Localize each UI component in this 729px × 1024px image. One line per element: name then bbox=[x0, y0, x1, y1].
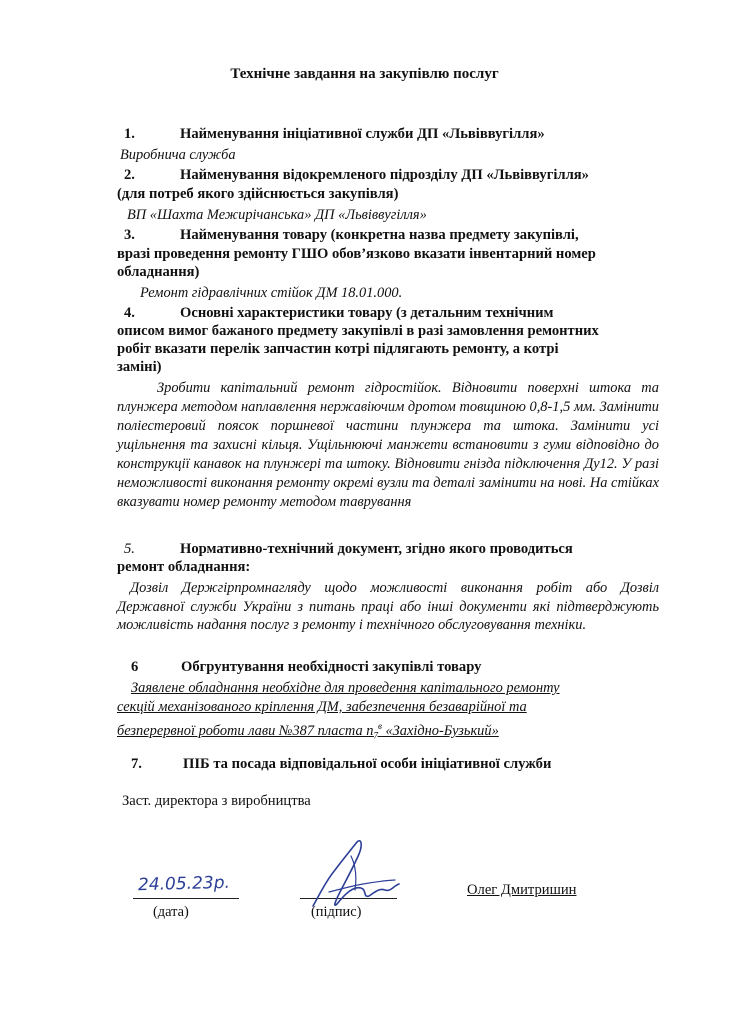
section-3-answer: Ремонт гідравлічних стійок ДМ 18.01.000. bbox=[140, 285, 403, 301]
answer-text: безперервної роботи лави №387 пласта n bbox=[117, 722, 374, 739]
section-2-heading bbox=[124, 166, 589, 184]
section-1-answer: Виробнича служба bbox=[120, 147, 236, 163]
signature-label: (підпис) bbox=[311, 904, 362, 920]
section-heading-text: Найменування товару (конкретна назва предмету закупівлі, bbox=[180, 227, 579, 243]
section-number: 5. bbox=[124, 541, 135, 557]
responsible-position: Заст. директора з виробництва bbox=[122, 793, 311, 809]
section-5-heading-cont: ремонт обладнання: bbox=[117, 559, 251, 575]
date-line bbox=[133, 898, 239, 899]
section-3-heading-cont: обладнання) bbox=[117, 264, 200, 280]
section-number: 6 bbox=[131, 659, 139, 675]
section-number: 3. bbox=[124, 227, 135, 243]
answer-text: «Західно-Бузький» bbox=[381, 722, 499, 739]
date-label: (дата) bbox=[153, 904, 189, 920]
section-4-heading bbox=[124, 304, 553, 322]
section-heading-text: Обгрунтування необхідності закупівлі товару bbox=[181, 659, 482, 675]
section-4-heading-cont: описом вимог бажаного предмету закупівлі в разі замовлення ремонтних bbox=[117, 323, 599, 339]
section-number: 1. bbox=[124, 126, 135, 142]
seam-superscript: в bbox=[377, 721, 382, 731]
section-6-heading bbox=[131, 658, 481, 676]
section-1-heading bbox=[124, 125, 545, 143]
seam-subscript: 7 bbox=[373, 730, 378, 741]
section-5-heading bbox=[124, 540, 573, 558]
signature-image bbox=[305, 834, 405, 912]
section-6-answer-line bbox=[117, 717, 499, 745]
section-7-heading bbox=[131, 755, 551, 773]
section-heading-text: ПІБ та посада відповідальної особи ініціативної служби bbox=[183, 756, 552, 772]
section-heading-text: Найменування ініціативної служби ДП «Львіввугілля» bbox=[180, 126, 545, 142]
section-number: 2. bbox=[124, 167, 135, 183]
section-heading-text: Основні характеристики товару (з детальним технічним bbox=[180, 305, 554, 321]
section-2-answer: ВП «Шахта Межирічанська» ДП «Львіввугілля» bbox=[127, 207, 427, 223]
section-6-answer-line: секцій механізованого кріплення ДМ, забезпечення безаварійної та bbox=[117, 699, 527, 715]
section-4-heading-cont: робіт вказати перелік запчастин котрі підлягають ремонту, а котрі bbox=[117, 341, 559, 357]
section-number: 7. bbox=[131, 756, 142, 772]
section-2-heading-cont: (для потреб якого здійснюється закупівля) bbox=[117, 186, 399, 202]
section-4-answer: Зробити капітальний ремонт гідростійок. Відновити поверхні штока та плунжера методом наплавлення нержавіючим дротом товщиною 0,8-1,5 мм. Замінити поліестеровий поясок поршневої частини плунжера та штока. Замінити усі ущільнення та захисні кільця. Ущільнюючі манжети встановити з гуми відповідно до конструкції канавок на плунжері та штоку. Відновити гнізда підключення Ду12. У разі неможливості виконання ремонту окремі вузли та деталі замінити на нові. На стійках вказувати номер ремонту методом таврування bbox=[117, 380, 659, 510]
section-5-answer: Дозвіл Держгірпромнагляду щодо можливості виконання робіт або Дозвіл Державної служби України з питань праці або інші документи які підтверджують можливість надання послуг з ремонту і технічного обслуговування техніки. bbox=[117, 580, 659, 633]
section-6-answer-line: Заявлене обладнання необхідне для проведення капітального ремонту bbox=[131, 680, 560, 696]
document-title: Технічне завдання на закупівлю послуг bbox=[230, 66, 499, 82]
section-3-heading-cont: вразі проведення ремонту ГШО обов’язково вказати інвентарний номер bbox=[117, 246, 596, 262]
section-3-heading bbox=[124, 226, 579, 244]
handwritten-date: 24.05.23р. bbox=[137, 872, 231, 896]
section-heading-text: Найменування відокремленого підрозділу ДП «Львіввугілля» bbox=[180, 167, 589, 183]
signatory-name: Олег Дмитришин bbox=[467, 882, 577, 898]
section-heading-text: Нормативно-технічний документ, згідно якого проводиться bbox=[180, 541, 573, 557]
section-number: 4. bbox=[124, 305, 135, 321]
section-4-heading-cont: заміні) bbox=[117, 359, 162, 375]
